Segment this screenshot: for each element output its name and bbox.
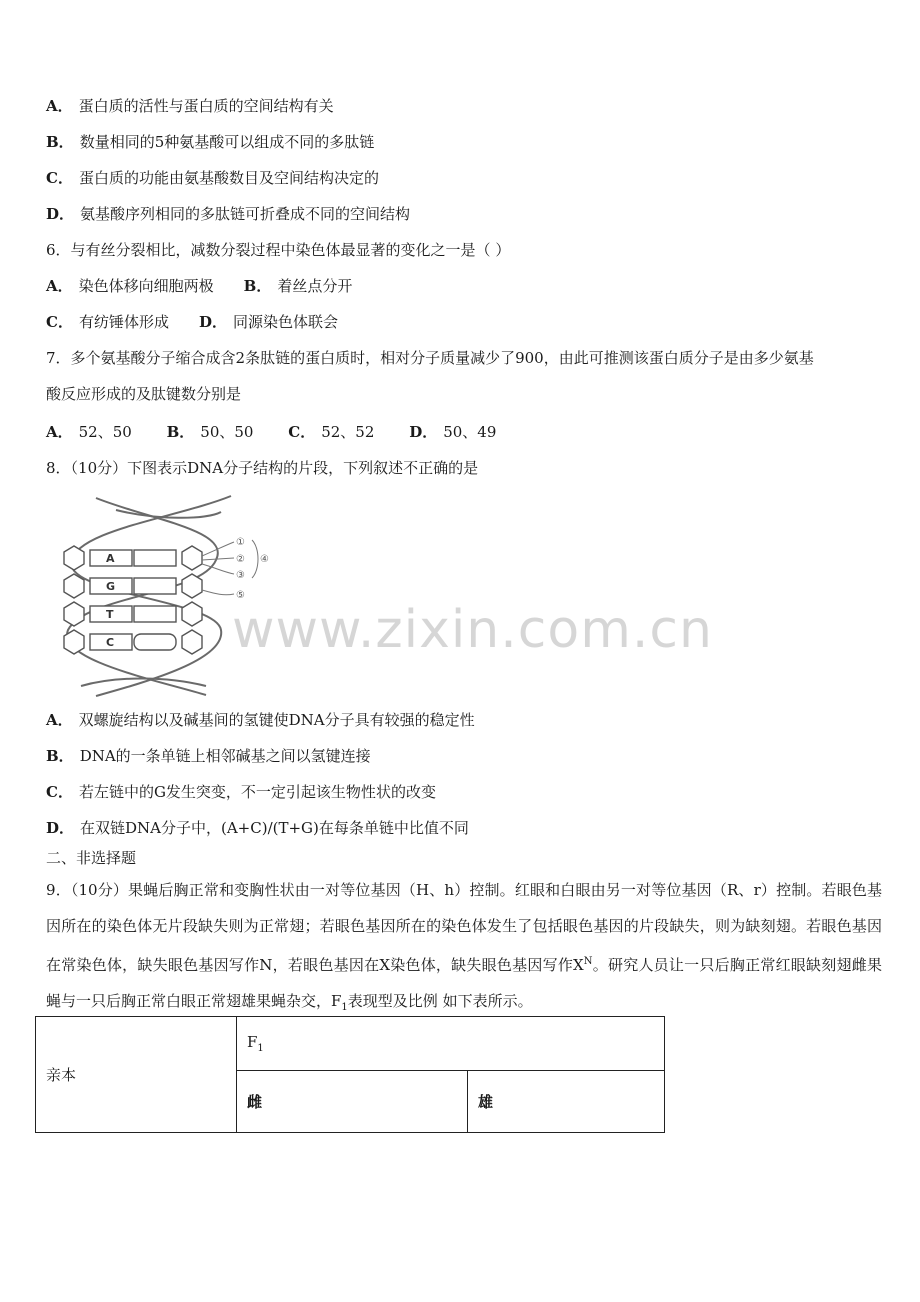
results-table xyxy=(35,1016,665,1133)
option-letter: A． xyxy=(46,97,73,115)
base-label: T xyxy=(106,608,114,621)
phosphate-pentose xyxy=(182,546,202,570)
figure-number-label: ⑤ xyxy=(236,590,245,601)
q5-option-d xyxy=(46,204,410,224)
base-pair-rect xyxy=(134,634,176,650)
option-text: 数量相同的5种氨基酸可以组成不同的多肽链 xyxy=(79,133,375,151)
option-letter: C． xyxy=(46,169,73,187)
figure-number-label: ④ xyxy=(260,554,269,565)
option-letter: A． xyxy=(46,423,73,441)
q7-stem-line2: 酸反应形成的及肽键数分别是 xyxy=(46,385,242,403)
q6-options-row2 xyxy=(46,312,338,332)
base-label: A xyxy=(106,552,115,565)
phosphate-pentose xyxy=(64,546,84,570)
option-letter: B． xyxy=(243,277,272,295)
option-text: 染色体移向细胞两极 xyxy=(78,277,214,295)
option-text: 氨基酸序列相同的多肽链可折叠成不同的空间结构 xyxy=(80,205,411,223)
table-cell-parent: 亲本 xyxy=(36,1017,237,1133)
option-text: 着丝点分开 xyxy=(277,277,353,295)
option-text: 蛋白质的功能由氨基酸数目及空间结构决定的 xyxy=(78,169,379,187)
phosphate-pentose xyxy=(64,602,84,626)
f1-label: F xyxy=(247,1033,258,1051)
q7-options xyxy=(46,422,496,442)
label-leader xyxy=(202,590,234,595)
option-letter: D． xyxy=(198,313,227,331)
q9-subscript: 1 xyxy=(341,1002,348,1013)
label-leader xyxy=(202,564,234,574)
q8-option-c xyxy=(46,782,436,802)
option-letter: D． xyxy=(46,205,75,223)
phosphate-pentose xyxy=(182,630,202,654)
base-label: G xyxy=(106,580,116,593)
option-letter: D． xyxy=(409,423,438,441)
base-pair-rect xyxy=(134,606,176,622)
figure-number-label: ① xyxy=(236,537,245,548)
option-letter: C． xyxy=(46,313,73,331)
phosphate-pentose xyxy=(182,574,202,598)
q9-superscript: N xyxy=(583,956,593,967)
q9-text: 9．（10分）果蝇后胸正常和变胸性状由一对等位基因（H、h）控制。红眼和白眼由另一对等位基因（R、r）控制。若眼色基因所在的染色体无片段缺失则为正常翅；若眼色基因所在的染色体发生了包括眼色基因的片段缺失，则为缺刻翅。若眼色基因在常染色体，缺失眼色基因写作N，若眼色基因在X染色体，缺失眼色基因写作X xyxy=(46,881,882,974)
base-pair-rect xyxy=(134,578,176,594)
option-text: 50、49 xyxy=(443,423,497,441)
option-text: 50、50 xyxy=(200,423,254,441)
option-letter: B． xyxy=(46,133,74,151)
table-cell-male: 雄 xyxy=(468,1071,665,1133)
option-text: 52、50 xyxy=(78,423,132,441)
q6-stem: 6．与有丝分裂相比，减数分裂过程中染色体最显著的变化之一是（ ） xyxy=(46,241,511,259)
q7-stem-line1: 7．多个氨基酸分子缩合成含2条肽链的蛋白质时，相对分子质量减少了900，由此可推测该蛋白质分子是由多少氨基 xyxy=(46,349,814,367)
q5-option-b xyxy=(46,132,374,152)
option-letter: A． xyxy=(46,277,73,295)
option-letter: C． xyxy=(288,423,316,441)
q9-text: 表现型及比例 如下表所示。 xyxy=(347,992,533,1010)
base-label: C xyxy=(106,636,115,649)
label-bracket xyxy=(252,540,258,578)
q8-option-d xyxy=(46,818,469,838)
base-pair-rect xyxy=(134,550,176,566)
option-letter: C． xyxy=(46,783,73,801)
figure-number-label: ③ xyxy=(236,570,245,581)
watermark: www.zixin.com.cn xyxy=(232,600,713,660)
option-text: 双螺旋结构以及碱基间的氢键使DNA分子具有较强的稳定性 xyxy=(78,711,475,729)
q8-option-a xyxy=(46,710,475,730)
f1-subscript: 1 xyxy=(257,1043,264,1054)
option-letter: A． xyxy=(46,711,73,729)
option-text: 在双链DNA分子中，(A+C)/(T+G)在每条单链中比值不同 xyxy=(80,819,469,837)
option-letter: B． xyxy=(166,423,195,441)
q9-text: 。研究人员让一只后胸正常红眼缺刻翅雌果蝇与一只后胸正常白眼正常翅雄果蝇杂交，F xyxy=(46,956,882,1010)
phosphate-pentose xyxy=(64,574,84,598)
phosphate-pentose xyxy=(182,602,202,626)
option-text: 同源染色体联会 xyxy=(232,313,338,331)
section-heading: 二、非选择题 xyxy=(46,849,137,867)
figure-number-label: ② xyxy=(236,554,245,565)
option-text: 52、52 xyxy=(321,423,375,441)
label-leader xyxy=(202,558,234,560)
option-letter: D． xyxy=(46,819,75,837)
dna-strand-right xyxy=(71,496,231,696)
phosphate-pentose xyxy=(64,630,84,654)
option-text: 蛋白质的活性与蛋白质的空间结构有关 xyxy=(78,97,334,115)
q9-paragraph xyxy=(46,872,882,1026)
option-text: DNA的一条单链上相邻碱基之间以氢键连接 xyxy=(79,747,371,765)
option-text: 有纺锤体形成 xyxy=(78,313,169,331)
table-cell-female: 雌 xyxy=(237,1071,468,1133)
q5-option-c xyxy=(46,168,379,188)
q8-option-b xyxy=(46,746,371,766)
q6-options-row1 xyxy=(46,276,352,296)
option-text: 若左链中的G发生突变，不一定引起该生物性状的改变 xyxy=(78,783,436,801)
q5-option-a xyxy=(46,96,334,116)
dna-structure-figure xyxy=(56,490,276,700)
table-cell-f1 xyxy=(237,1017,665,1071)
option-letter: B． xyxy=(46,747,74,765)
q8-stem: 8．（10分）下图表示DNA分子结构的片段，下列叙述不正确的是 xyxy=(46,459,479,477)
